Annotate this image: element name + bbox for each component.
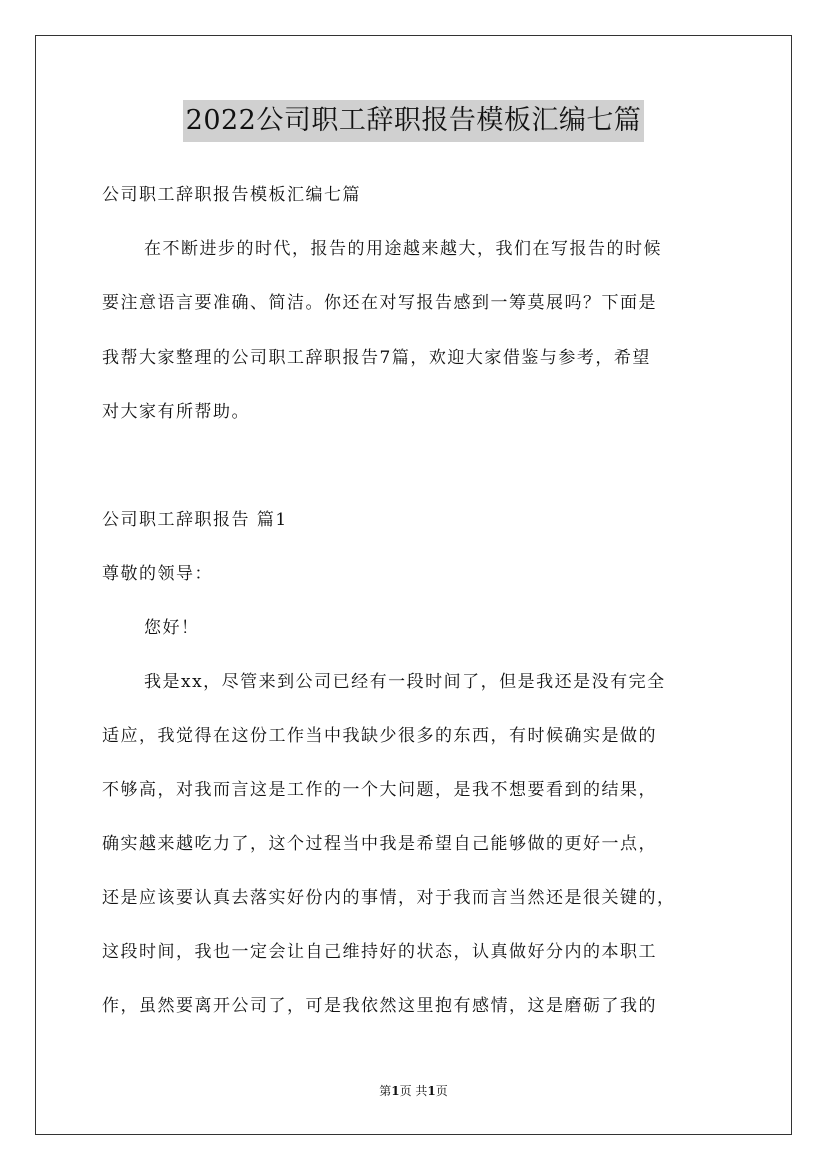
intro-line: 要注意语言要准确、简洁。你还在对写报告感到一筹莫展吗？下面是 <box>102 293 657 313</box>
page-total: 1 <box>427 1084 436 1098</box>
body-line: 适应，我觉得在这份工作当中我缺少很多的东西，有时候确实是做的 <box>102 726 657 746</box>
page-current: 1 <box>391 1084 400 1098</box>
document-subtitle: 公司职工辞职报告模板汇编七篇 <box>102 185 361 205</box>
body-line: 确实越来越吃力了，这个过程当中我是希望自己能够做的更好一点， <box>102 834 657 854</box>
greeting: 您好！ <box>144 618 200 638</box>
body-line: 作，虽然要离开公司了，可是我依然这里抱有感情，这是磨砺了我的 <box>102 996 657 1016</box>
body-line: 我是xx，尽管来到公司已经有一段时间了，但是我还是没有完全 <box>144 672 666 692</box>
section-heading: 公司职工辞职报告 篇1 <box>102 510 288 530</box>
page-label-mid: 页 共 <box>399 1084 428 1098</box>
salutation: 尊敬的领导： <box>102 564 213 584</box>
intro-line: 我帮大家整理的公司职工辞职报告7篇，欢迎大家借鉴与参考，希望 <box>102 348 651 368</box>
document-title-wrap <box>0 100 827 142</box>
intro-line: 在不断进步的时代，报告的用途越来越大，我们在写报告的时候 <box>144 239 662 259</box>
page-label-prefix: 第 <box>379 1084 392 1098</box>
document-title: 2022公司职工辞职报告模板汇编七篇 <box>183 100 645 142</box>
intro-line: 对大家有所帮助。 <box>102 402 250 422</box>
body-line: 不够高，对我而言这是工作的一个大问题，是我不想要看到的结果， <box>102 780 657 800</box>
page-label-suffix: 页 <box>435 1084 448 1098</box>
body-line: 这段时间，我也一定会让自己维持好的状态，认真做好分内的本职工 <box>102 942 657 962</box>
page-footer <box>0 1083 827 1099</box>
body-line: 还是应该要认真去落实好份内的事情，对于我而言当然还是很关键的， <box>102 888 676 908</box>
